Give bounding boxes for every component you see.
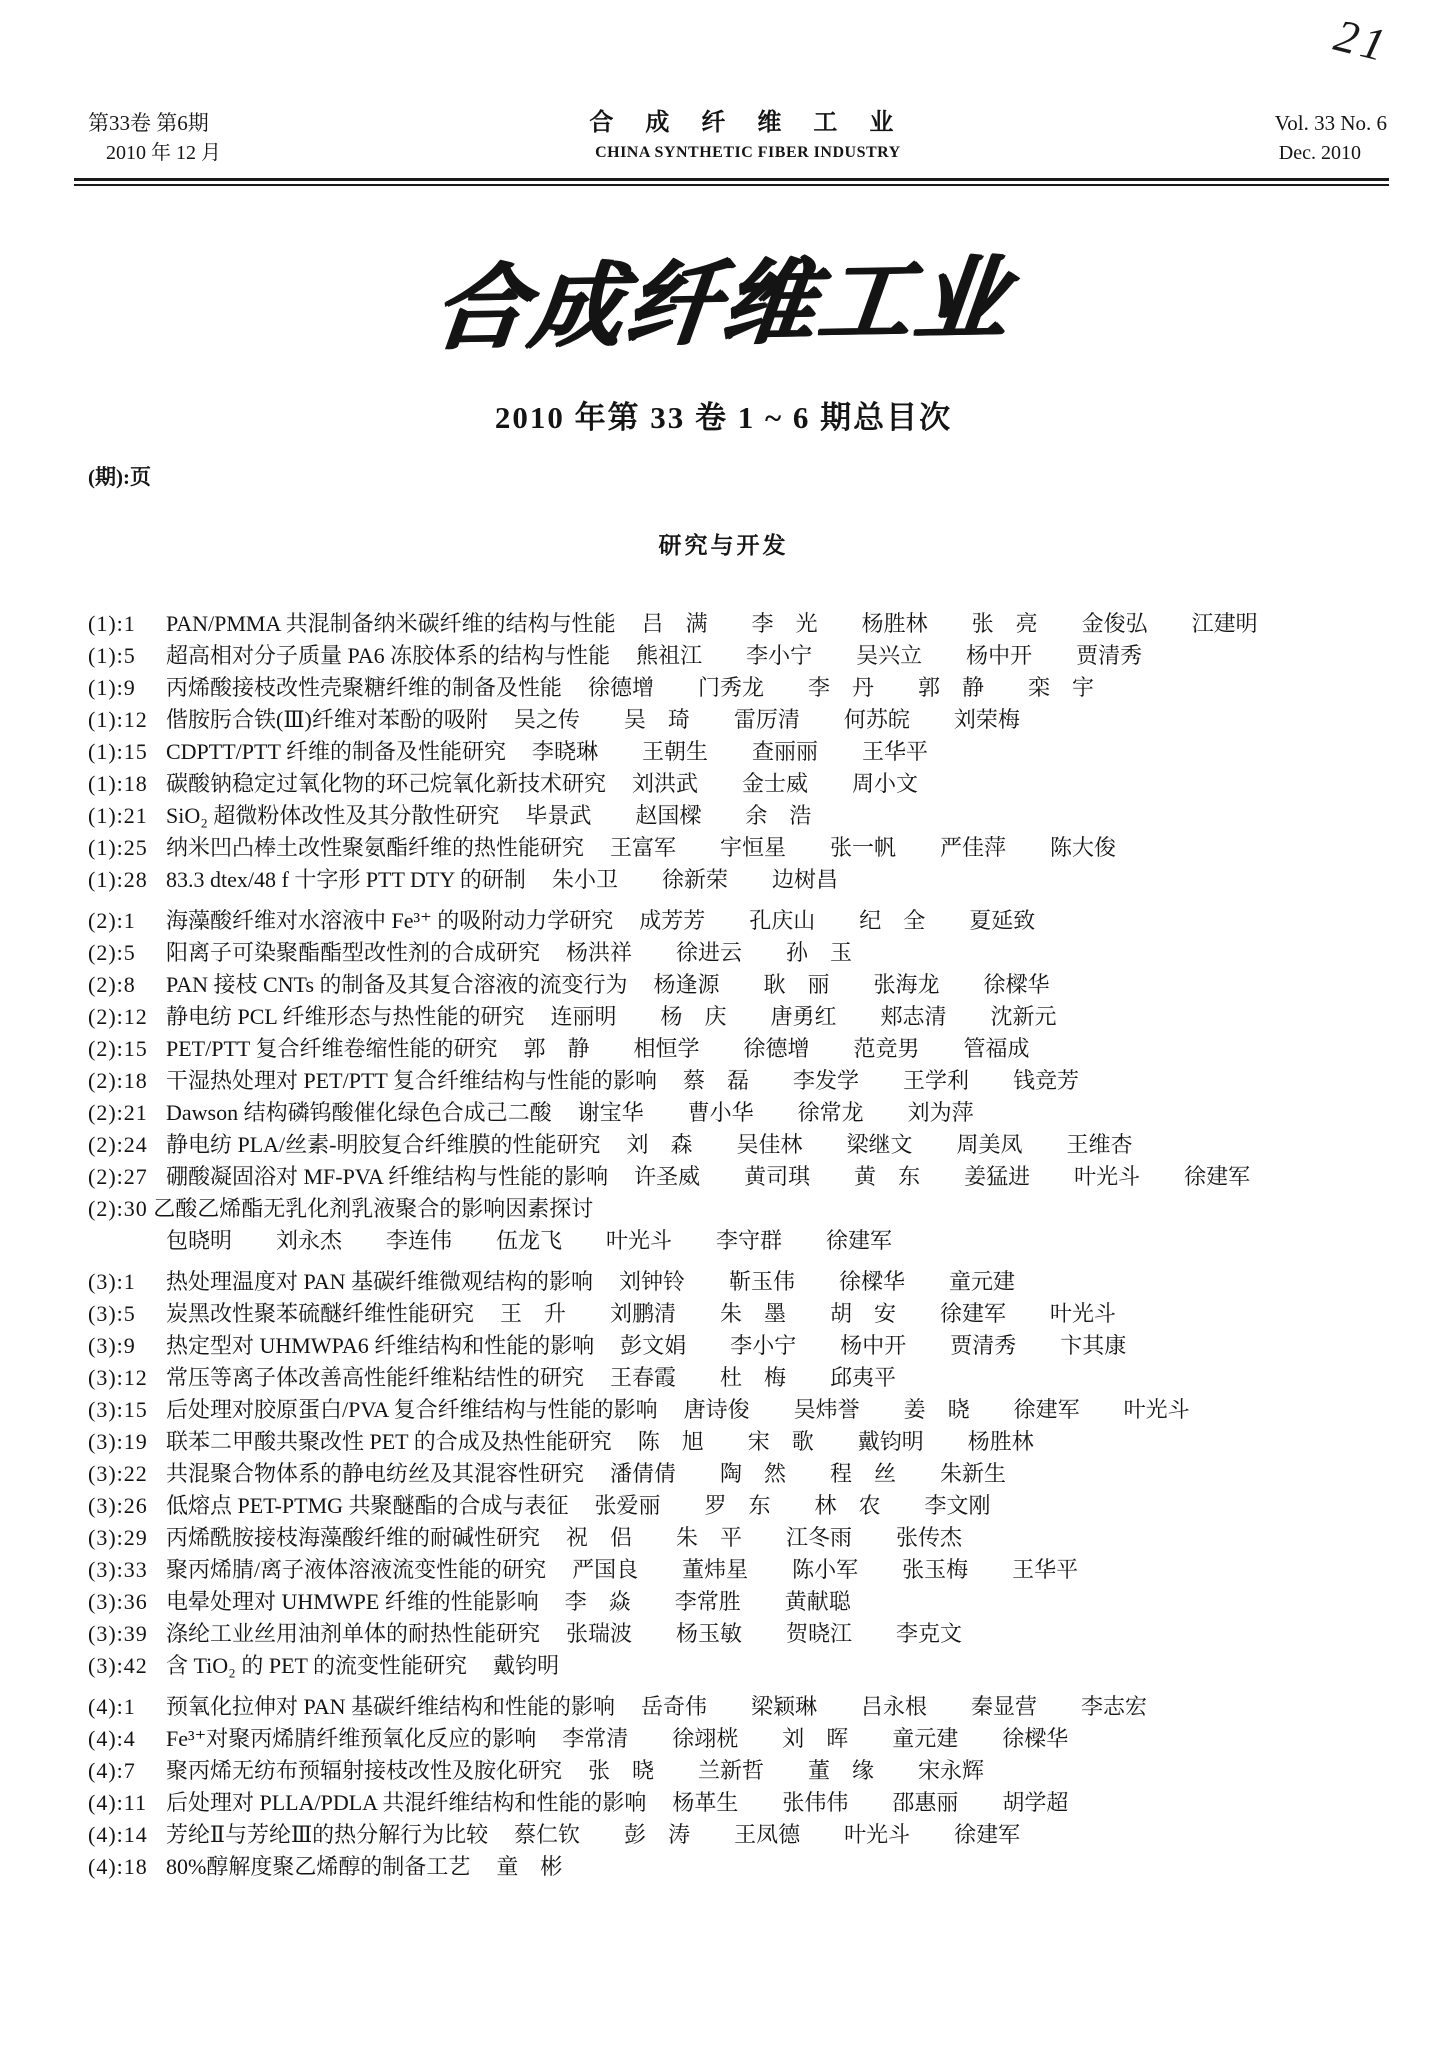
entry-issue-page-ref: (3):42 (88, 1653, 148, 1678)
entry-issue-page-ref: (3):9 (88, 1333, 136, 1358)
entry-body (166, 1362, 1395, 1394)
entry-body (166, 1851, 1395, 1883)
entry-body (166, 736, 1395, 768)
toc-entry-row (88, 1618, 1395, 1650)
entry-issue-page-ref: (1):21 (88, 803, 148, 828)
entry-body (166, 1129, 1395, 1161)
entry-authors: 徐德增 门秀龙 李 丹 郭 静 栾 宇 (588, 675, 1095, 700)
entry-article-title: 乙酸乙烯酯无乳化剂乳液聚合的影响因素探讨 (153, 1196, 594, 1221)
entry-issue-page-ref: (3):33 (88, 1557, 148, 1582)
entry-article-title: PAN 接枝 CNTs 的制备及其复合溶液的流变行为 (166, 972, 628, 997)
entry-body (166, 1522, 1395, 1554)
date-en: Dec. 2010 (1278, 142, 1361, 164)
toc-entry-row (88, 1819, 1395, 1851)
entry-issue-page-ref: (1):9 (88, 675, 136, 700)
toc-entry-row (88, 704, 1395, 736)
entry-article-title: 后处理对 PLLA/PDLA 共混纤维结构和性能的影响 (166, 1790, 647, 1815)
entry-issue-page-ref: (2):5 (88, 940, 136, 965)
entry-authors: 郭 静 相恒学 徐德增 范竞男 管福成 (523, 1036, 1030, 1061)
toc-entry-row (88, 1298, 1395, 1330)
entry-body (166, 905, 1395, 937)
toc-entry-row (88, 1033, 1395, 1065)
entry-issue-page-ref: (2):1 (88, 908, 136, 933)
entry-issue-page-ref: (4):7 (88, 1758, 136, 1783)
entry-article-title: 常压等离子体改善高性能纤维粘结性的研究 (166, 1365, 585, 1390)
entry-body (166, 1330, 1395, 1362)
entry-issue-page-ref: (1):28 (88, 867, 148, 892)
entry-body (166, 608, 1395, 640)
issue-page-legend: (期):页 (88, 465, 151, 489)
entry-body (166, 1426, 1395, 1458)
entry-issue-page-ref: (3):36 (88, 1589, 148, 1614)
entry-body (166, 969, 1395, 1001)
journal-title-en: CHINA SYNTHETIC FIBER INDUSTRY (595, 144, 901, 161)
entry-article-title: 联苯二甲酸共聚改性 PET 的合成及热性能研究 (166, 1429, 612, 1454)
toc-entry-row (88, 1490, 1395, 1522)
entry-body (166, 1618, 1395, 1650)
entry-authors: 朱小卫 徐新荣 边树昌 (551, 867, 838, 892)
entry-authors: 祝 侣 朱 平 江冬雨 张传杰 (566, 1525, 963, 1550)
entry-article-title: 超高相对分子质量 PA6 冻胶体系的结构与性能 (166, 643, 611, 668)
date-cn: 2010 年 12 月 (106, 142, 221, 164)
entry-authors: 童 彬 (496, 1854, 563, 1879)
entry-issue-page-ref: (4):14 (88, 1822, 148, 1847)
entry-issue-page-ref: (3):19 (88, 1429, 148, 1454)
entry-body (166, 1691, 1395, 1723)
handwritten-page-number: 21 (1329, 9, 1395, 72)
toc-entry-row (88, 1161, 1395, 1193)
entry-article-title: 海藻酸纤维对水溶液中 Fe³⁺ 的吸附动力学研究 (166, 908, 614, 933)
toc-entry-row (88, 672, 1395, 704)
entry-article-title: Dawson 结构磷钨酸催化绿色合成己二酸 (166, 1100, 552, 1125)
entry-issue-page-ref: (4):11 (88, 1790, 147, 1815)
entry-authors: 王富军 宇恒星 张一帆 严佳萍 陈大俊 (610, 835, 1117, 860)
entry-issue-page-ref: (4):4 (88, 1726, 136, 1751)
entry-authors: 杨洪祥 徐进云 孙 玉 (566, 940, 853, 965)
entry-authors: 李晓琳 王朝生 查丽丽 王华平 (532, 739, 929, 764)
entry-body (166, 1490, 1395, 1522)
entry-authors: 岳奇伟 梁颖琳 吕永根 秦显营 李志宏 (641, 1694, 1148, 1719)
entry-issue-page-ref: (3):1 (88, 1269, 136, 1294)
entry-issue-page-ref: (2):21 (88, 1100, 148, 1125)
entry-body (166, 1394, 1395, 1426)
entry-authors: 包晓明 刘永杰 李连伟 伍龙飞 叶光斗 李守群 徐建军 (166, 1228, 893, 1253)
toc-entry-row (88, 1691, 1395, 1723)
toc-entry-row (88, 1522, 1395, 1554)
toc-entry-row (88, 1787, 1395, 1819)
toc-entry-row (88, 1065, 1395, 1097)
entry-article-title: 静电纺 PCL 纤维形态与热性能的研究 (166, 1004, 525, 1029)
entry-article-title: 后处理对胶原蛋白/PVA 复合纤维结构与性能的影响 (166, 1397, 658, 1422)
entry-authors: 刘钟铃 靳玉伟 徐樑华 童元建 (619, 1269, 1016, 1294)
entry-issue-page-ref: (2):8 (88, 972, 136, 997)
entry-article-title: 热处理温度对 PAN 基碳纤维微观结构的影响 (166, 1269, 593, 1294)
entry-article-title: 涤纶工业丝用油剂单体的耐热性能研究 (166, 1621, 541, 1646)
entry-issue-page-ref: (4):18 (88, 1854, 148, 1879)
toc-entry-row (88, 1650, 1395, 1682)
toc-entry-row (88, 640, 1395, 672)
toc-entry-row (88, 1193, 1395, 1257)
entry-body (166, 1458, 1395, 1490)
toc-entry-row (88, 969, 1395, 1001)
entry-issue-page-ref: (1):18 (88, 771, 148, 796)
entry-article-title: 共混聚合物体系的静电纺丝及其混容性研究 (166, 1461, 585, 1486)
entry-article-title: 纳米凹凸棒土改性聚氨酯纤维的热性能研究 (166, 835, 585, 860)
entry-article-title: 硼酸凝固浴对 MF-PVA 纤维结构与性能的影响 (166, 1164, 609, 1189)
entry-body (166, 800, 1395, 832)
volume-issue-cn: 第33卷 第6期 (88, 111, 209, 135)
entry-issue-page-ref: (1):12 (88, 707, 148, 732)
entry-article-title: 电晕处理对 UHMWPE 纤维的性能影响 (166, 1589, 539, 1614)
entry-body (166, 672, 1395, 704)
entry-article-title: 芳纶Ⅱ与芳纶Ⅲ的热分解行为比较 (166, 1822, 489, 1847)
entry-body (166, 1001, 1395, 1033)
entry-body (166, 937, 1395, 969)
entry-authors: 许圣威 黄司琪 黄 东 姜猛进 叶光斗 徐建军 (634, 1164, 1251, 1189)
entry-issue-page-ref: (3):22 (88, 1461, 148, 1486)
toc-entry-row (88, 864, 1395, 896)
entry-authors: 谢宝华 曹小华 徐常龙 刘为萍 (577, 1100, 974, 1125)
section-heading-research-development: 研究与开发 (658, 533, 789, 558)
entry-body (166, 768, 1395, 800)
entry-issue-page-ref: (1):1 (88, 611, 136, 636)
toc-entry-row (88, 1458, 1395, 1490)
entry-authors: 张瑞波 杨玉敏 贺晓江 李克文 (566, 1621, 963, 1646)
entry-body (166, 640, 1395, 672)
entry-issue-page-ref: (3):15 (88, 1397, 148, 1422)
toc-entry-row (88, 1851, 1395, 1883)
entry-article-title: 静电纺 PLA/丝素-明胶复合纤维膜的性能研究 (166, 1132, 601, 1157)
entry-article-title: 偕胺肟合铁(Ⅲ)纤维对苯酚的吸附 (166, 707, 488, 732)
entry-issue-page-ref: (2):18 (88, 1068, 148, 1093)
entry-authors: 李常清 徐翊桄 刘 晖 童元建 徐樑华 (562, 1726, 1069, 1751)
journal-title-cn: 合 成 纤 维 工 业 (589, 110, 907, 136)
entry-authors: 杨逢源 耿 丽 张海龙 徐樑华 (653, 972, 1050, 997)
entry-body (166, 1266, 1395, 1298)
toc-entry-row (88, 1755, 1395, 1787)
entry-body (166, 832, 1395, 864)
toc-entry-row (88, 768, 1395, 800)
entry-article-title: PET/PTT 复合纤维卷缩性能的研究 (166, 1036, 498, 1061)
entry-body (166, 1586, 1395, 1618)
entry-body (166, 1819, 1395, 1851)
toc-entry-row (88, 1001, 1395, 1033)
entry-issue-page-ref: (3):39 (88, 1621, 148, 1646)
header-journal-title (589, 108, 906, 168)
entry-authors: 潘倩倩 陶 然 程 丝 朱新生 (610, 1461, 1007, 1486)
entry-article-title: 聚丙烯无纺布预辐射接枝改性及胺化研究 (166, 1758, 563, 1783)
entry-issue-page-ref: (2):30 (88, 1196, 148, 1221)
entry-article-title: PAN/PMMA 共混制备纳米碳纤维的结构与性能 (166, 611, 616, 636)
entry-authors: 张 晓 兰新哲 董 缘 宋永辉 (588, 1758, 985, 1783)
entry-authors: 王 升 刘鹏清 朱 墨 胡 安 徐建军 叶光斗 (500, 1301, 1117, 1326)
entries-list (88, 608, 1395, 1883)
entry-article-title: 阳离子可染聚酯酯型改性剂的合成研究 (166, 940, 541, 965)
journal-header (88, 108, 1387, 168)
toc-entry-row (88, 1723, 1395, 1755)
toc-entry-row (88, 937, 1395, 969)
entry-issue-page-ref: (3):29 (88, 1525, 148, 1550)
entry-article-title: SiO₂ 超微粉体改性及其分散性研究 (166, 803, 500, 828)
entry-authors: 吴之传 吴 琦 雷厉清 何苏皖 刘荣梅 (513, 707, 1020, 732)
entry-authors: 彭文娟 李小宁 杨中开 贾清秀 卞其康 (620, 1333, 1127, 1358)
entry-authors: 刘 森 吴佳林 梁继文 周美凤 王维杏 (626, 1132, 1133, 1157)
entry-issue-page-ref: (3):26 (88, 1493, 148, 1518)
header-volume-issue-en (1275, 108, 1387, 168)
entry-article-title: 含 TiO₂ 的 PET 的流变性能研究 (166, 1653, 468, 1678)
entry-body (166, 1033, 1395, 1065)
toc-entry-row (88, 1554, 1395, 1586)
entry-body (166, 1298, 1395, 1330)
toc-entry-row (88, 1129, 1395, 1161)
volume-issue-en: Vol. 33 No. 6 (1274, 111, 1387, 135)
entry-authors: 连丽明 杨 庆 唐勇红 郏志清 沈新元 (550, 1004, 1057, 1029)
entry-authors: 蔡仁钦 彭 涛 王凤德 叶光斗 徐建军 (514, 1822, 1021, 1847)
toc-entry-row (88, 1097, 1395, 1129)
entry-authors: 李 焱 李常胜 黄献聪 (564, 1589, 851, 1614)
entry-body (166, 864, 1395, 896)
entry-article-title: 丙烯酸接枝改性壳聚糖纤维的制备及性能 (166, 675, 563, 700)
entry-issue-page-ref: (2):27 (88, 1164, 148, 1189)
entry-issue-page-ref: (2):15 (88, 1036, 148, 1061)
toc-entry-row (88, 1266, 1395, 1298)
toc-entry-row (88, 832, 1395, 864)
entry-authors: 毕景武 赵国樑 余 浩 (525, 803, 812, 828)
entry-article-title: 预氧化拉伸对 PAN 基碳纤维结构和性能的影响 (166, 1694, 615, 1719)
entry-body (166, 704, 1395, 736)
toc-title: 2010 年第 33 卷 1 ~ 6 期总目次 (494, 400, 953, 435)
entry-authors: 戴钧明 (493, 1653, 560, 1678)
entry-body (166, 1161, 1395, 1193)
toc-entry-row (88, 1586, 1395, 1618)
entry-article-title: Fe³⁺对聚丙烯腈纤维预氧化反应的影响 (166, 1726, 537, 1751)
entry-body (166, 1755, 1395, 1787)
entry-body (166, 1065, 1395, 1097)
header-divider-rule (74, 178, 1389, 186)
entry-article-title: 低熔点 PET-PTMG 共聚醚酯的合成与表征 (166, 1493, 569, 1518)
entry-article-title: 丙烯酰胺接枝海藻酸纤维的耐碱性研究 (166, 1525, 541, 1550)
entry-authors: 吕 满 李 光 杨胜林 张 亮 金俊弘 江建明 (641, 611, 1258, 636)
entry-article-title: 炭黑改性聚苯硫醚纤维性能研究 (166, 1301, 475, 1326)
entry-authors: 张爱丽 罗 东 林 农 李文刚 (594, 1493, 991, 1518)
header-volume-issue-cn (88, 108, 221, 168)
entry-issue-page-ref: (4):1 (88, 1694, 136, 1719)
entry-authors: 严国良 董炜星 陈小军 张玉梅 王华平 (572, 1557, 1079, 1582)
entry-issue-page-ref: (2):12 (88, 1004, 148, 1029)
toc-entry-row (88, 1330, 1395, 1362)
entry-authors: 成芳芳 孔庆山 纪 全 夏延致 (639, 908, 1036, 933)
entry-article-title: 碳酸钠稳定过氧化物的环己烷氧化新技术研究 (166, 771, 607, 796)
entry-issue-page-ref: (1):5 (88, 643, 136, 668)
entry-authors: 陈 旭 宋 歌 戴钧明 杨胜林 (637, 1429, 1034, 1454)
toc-entry-row (88, 1362, 1395, 1394)
entry-article-title: 热定型对 UHMWPA6 纤维结构和性能的影响 (166, 1333, 595, 1358)
entry-authors: 熊祖江 李小宁 吴兴立 杨中开 贾清秀 (636, 643, 1143, 668)
entry-issue-page-ref: (3):12 (88, 1365, 148, 1390)
entry-issue-page-ref: (1):15 (88, 739, 148, 764)
toc-entry-row (88, 1394, 1395, 1426)
toc-entry-row (88, 736, 1395, 768)
entry-authors: 唐诗俊 吴炜誉 姜 晓 徐建军 叶光斗 (683, 1397, 1190, 1422)
toc-entry-row (88, 608, 1395, 640)
entry-authors: 刘洪武 金士威 周小文 (632, 771, 919, 796)
entry-authors: 杨革生 张伟伟 邵惠丽 胡学超 (672, 1790, 1069, 1815)
entry-article-title: 83.3 dtex/48 f 十字形 PTT DTY 的研制 (166, 867, 526, 892)
entry-authors: 蔡 磊 李发学 王学利 钱竞芳 (682, 1068, 1079, 1093)
entry-body (88, 1196, 1395, 1257)
entry-issue-page-ref: (2):24 (88, 1132, 148, 1157)
entry-article-title: CDPTT/PTT 纤维的制备及性能研究 (166, 739, 507, 764)
entry-body (166, 1554, 1395, 1586)
entry-article-title: 80%醇解度聚乙烯醇的制备工艺 (166, 1854, 471, 1879)
entry-body (166, 1787, 1395, 1819)
entry-body (166, 1097, 1395, 1129)
entry-article-title: 聚丙烯腈/离子液体溶液流变性能的研究 (166, 1557, 547, 1582)
entry-body (166, 1723, 1395, 1755)
entry-body (166, 1650, 1395, 1682)
toc-entry-row (88, 905, 1395, 937)
entry-issue-page-ref: (3):5 (88, 1301, 136, 1326)
toc-entry-row (88, 1426, 1395, 1458)
entry-article-title: 干湿热处理对 PET/PTT 复合纤维结构与性能的影响 (166, 1068, 657, 1093)
masthead-calligraphy: 合成纤维工业 (428, 247, 1017, 361)
entry-authors: 王春霞 杜 梅 邱夷平 (610, 1365, 897, 1390)
entry-issue-page-ref: (1):25 (88, 835, 148, 860)
toc-entry-row (88, 800, 1395, 832)
